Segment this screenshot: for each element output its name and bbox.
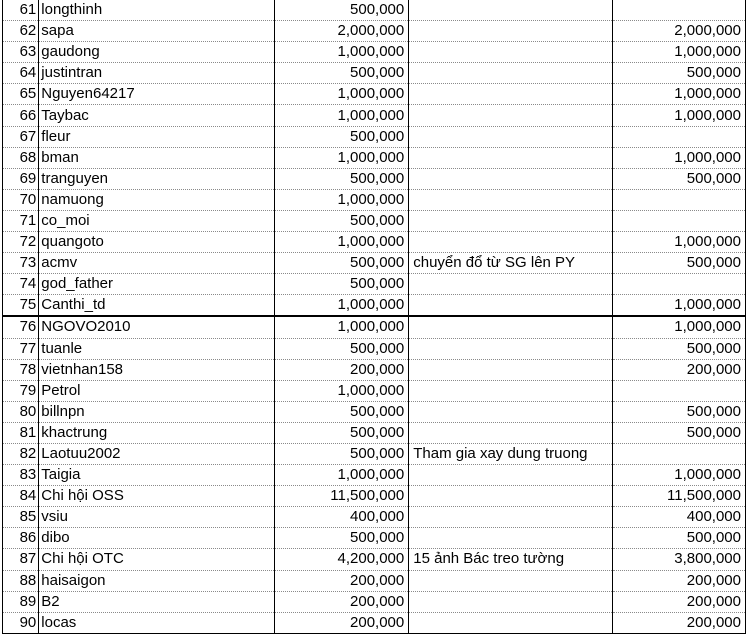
member-name-cell[interactable]: sapa — [39, 21, 275, 42]
note-cell[interactable]: chuyển đổ từ SG lên PY — [409, 253, 613, 274]
member-name-cell[interactable]: acmv — [39, 253, 275, 274]
table-row — [3, 295, 746, 317]
paid-amount-cell[interactable]: 1,000,000 — [612, 147, 745, 168]
member-name-cell[interactable]: Nguyen64217 — [39, 84, 275, 105]
row-number-cell[interactable]: 73 — [3, 253, 39, 274]
paid-amount-cell[interactable]: 500,000 — [612, 63, 745, 84]
row-number-cell[interactable]: 76 — [3, 316, 39, 338]
member-name-cell[interactable]: B2 — [39, 591, 275, 612]
member-name-cell[interactable]: vsiu — [39, 507, 275, 528]
row-number-cell[interactable]: 87 — [3, 549, 39, 570]
member-name-cell[interactable]: Chi hội OTC — [39, 549, 275, 570]
paid-amount-cell[interactable]: 200,000 — [612, 612, 745, 633]
row-number-cell[interactable]: 79 — [3, 380, 39, 401]
pledged-amount-cell[interactable]: 500,000 — [275, 443, 409, 464]
paid-amount-cell[interactable] — [612, 274, 745, 295]
pledged-amount-cell[interactable]: 1,000,000 — [275, 232, 409, 253]
note-cell[interactable] — [409, 528, 613, 549]
paid-amount-cell[interactable]: 2,000,000 — [612, 21, 745, 42]
row-number-cell[interactable]: 85 — [3, 507, 39, 528]
pledged-amount-cell[interactable]: 1,000,000 — [275, 42, 409, 63]
row-number-cell[interactable]: 78 — [3, 359, 39, 380]
table-row — [3, 21, 746, 42]
row-number-cell[interactable]: 63 — [3, 42, 39, 63]
pledged-amount-cell[interactable]: 200,000 — [275, 591, 409, 612]
table-row — [3, 232, 746, 253]
note-cell[interactable] — [409, 316, 613, 338]
paid-amount-cell[interactable]: 1,000,000 — [612, 316, 745, 338]
member-name-cell[interactable]: justintran — [39, 63, 275, 84]
table-row — [3, 338, 746, 359]
pledged-amount-cell[interactable]: 1,000,000 — [275, 380, 409, 401]
table-row — [3, 422, 746, 443]
note-cell[interactable] — [409, 63, 613, 84]
paid-amount-cell[interactable] — [612, 443, 745, 464]
table-row — [3, 316, 746, 338]
note-cell[interactable] — [409, 168, 613, 189]
pledged-amount-cell[interactable]: 11,500,000 — [275, 486, 409, 507]
note-cell[interactable] — [409, 465, 613, 486]
paid-amount-cell[interactable] — [612, 380, 745, 401]
member-name-cell[interactable]: haisaigon — [39, 570, 275, 591]
table-row — [3, 549, 746, 570]
note-cell[interactable] — [409, 359, 613, 380]
paid-amount-cell[interactable]: 1,000,000 — [612, 42, 745, 63]
note-cell[interactable] — [409, 507, 613, 528]
row-number-cell[interactable]: 75 — [3, 295, 39, 317]
row-number-cell[interactable]: 89 — [3, 591, 39, 612]
member-name-cell[interactable]: Petrol — [39, 380, 275, 401]
table-row — [3, 63, 746, 84]
row-number-cell[interactable]: 81 — [3, 422, 39, 443]
paid-amount-cell[interactable]: 500,000 — [612, 422, 745, 443]
note-cell[interactable] — [409, 612, 613, 633]
pledged-amount-cell[interactable]: 200,000 — [275, 570, 409, 591]
paid-amount-cell[interactable]: 1,000,000 — [612, 295, 745, 317]
member-name-cell[interactable]: quangoto — [39, 232, 275, 253]
member-name-cell[interactable]: bman — [39, 147, 275, 168]
pledged-amount-cell[interactable]: 1,000,000 — [275, 147, 409, 168]
row-number-cell[interactable]: 82 — [3, 443, 39, 464]
table-body — [3, 0, 746, 633]
note-cell[interactable] — [409, 147, 613, 168]
paid-amount-cell[interactable]: 500,000 — [612, 528, 745, 549]
pledged-amount-cell[interactable]: 500,000 — [275, 63, 409, 84]
note-cell[interactable] — [409, 486, 613, 507]
row-number-cell[interactable]: 74 — [3, 274, 39, 295]
member-name-cell[interactable]: namuong — [39, 189, 275, 210]
pledged-amount-cell[interactable]: 1,000,000 — [275, 295, 409, 317]
row-number-cell[interactable]: 67 — [3, 126, 39, 147]
pledged-amount-cell[interactable]: 1,000,000 — [275, 189, 409, 210]
pledged-amount-cell[interactable]: 1,000,000 — [275, 84, 409, 105]
table-row — [3, 147, 746, 168]
table-row — [3, 42, 746, 63]
row-number-cell[interactable]: 66 — [3, 105, 39, 126]
pledged-amount-cell[interactable]: 500,000 — [275, 0, 409, 21]
pledged-amount-cell[interactable]: 500,000 — [275, 210, 409, 231]
table-row — [3, 401, 746, 422]
table-row — [3, 507, 746, 528]
member-name-cell[interactable]: dibo — [39, 528, 275, 549]
member-name-cell[interactable]: god_father — [39, 274, 275, 295]
table-row — [3, 443, 746, 464]
note-cell[interactable] — [409, 42, 613, 63]
paid-amount-cell[interactable]: 500,000 — [612, 338, 745, 359]
paid-amount-cell[interactable]: 1,000,000 — [612, 465, 745, 486]
table-row — [3, 84, 746, 105]
note-cell[interactable] — [409, 105, 613, 126]
row-number-cell[interactable]: 72 — [3, 232, 39, 253]
note-cell[interactable] — [409, 591, 613, 612]
row-number-cell[interactable]: 84 — [3, 486, 39, 507]
note-cell[interactable] — [409, 295, 613, 317]
paid-amount-cell[interactable]: 400,000 — [612, 507, 745, 528]
table-row — [3, 528, 746, 549]
table-row — [3, 465, 746, 486]
pledged-amount-cell[interactable]: 500,000 — [275, 338, 409, 359]
paid-amount-cell[interactable]: 1,000,000 — [612, 105, 745, 126]
note-cell[interactable] — [409, 380, 613, 401]
member-name-cell[interactable]: Canthi_td — [39, 295, 275, 317]
contribution-table — [2, 0, 746, 634]
row-number-cell[interactable]: 77 — [3, 338, 39, 359]
pledged-amount-cell[interactable]: 200,000 — [275, 612, 409, 633]
row-number-cell[interactable]: 90 — [3, 612, 39, 633]
pledged-amount-cell[interactable]: 500,000 — [275, 401, 409, 422]
note-cell[interactable] — [409, 401, 613, 422]
row-number-cell[interactable]: 83 — [3, 465, 39, 486]
paid-amount-cell[interactable] — [612, 189, 745, 210]
note-cell[interactable]: Tham gia xay dung truong — [409, 443, 613, 464]
member-name-cell[interactable]: vietnhan158 — [39, 359, 275, 380]
note-cell[interactable] — [409, 422, 613, 443]
paid-amount-cell[interactable]: 200,000 — [612, 570, 745, 591]
table-row — [3, 210, 746, 231]
table-row — [3, 189, 746, 210]
row-number-cell[interactable]: 71 — [3, 210, 39, 231]
member-name-cell[interactable]: co_moi — [39, 210, 275, 231]
paid-amount-cell[interactable]: 3,800,000 — [612, 549, 745, 570]
note-cell[interactable] — [409, 0, 613, 21]
note-cell[interactable] — [409, 126, 613, 147]
note-cell[interactable] — [409, 232, 613, 253]
note-cell[interactable] — [409, 338, 613, 359]
member-name-cell[interactable]: gaudong — [39, 42, 275, 63]
member-name-cell[interactable]: Taybac — [39, 105, 275, 126]
pledged-amount-cell[interactable]: 2,000,000 — [275, 21, 409, 42]
member-name-cell[interactable]: tranguyen — [39, 168, 275, 189]
note-cell[interactable] — [409, 210, 613, 231]
row-number-cell[interactable]: 62 — [3, 21, 39, 42]
member-name-cell[interactable]: billnpn — [39, 401, 275, 422]
pledged-amount-cell[interactable]: 500,000 — [275, 422, 409, 443]
member-name-cell[interactable]: tuanle — [39, 338, 275, 359]
row-number-cell[interactable]: 69 — [3, 168, 39, 189]
pledged-amount-cell[interactable]: 1,000,000 — [275, 105, 409, 126]
pledged-amount-cell[interactable]: 1,000,000 — [275, 465, 409, 486]
pledged-amount-cell[interactable]: 500,000 — [275, 168, 409, 189]
note-cell[interactable] — [409, 189, 613, 210]
table-row — [3, 570, 746, 591]
table-row — [3, 105, 746, 126]
paid-amount-cell[interactable]: 200,000 — [612, 591, 745, 612]
note-cell[interactable] — [409, 84, 613, 105]
table-row — [3, 486, 746, 507]
pledged-amount-cell[interactable]: 500,000 — [275, 528, 409, 549]
paid-amount-cell[interactable]: 11,500,000 — [612, 486, 745, 507]
member-name-cell[interactable]: Chi hội OSS — [39, 486, 275, 507]
paid-amount-cell[interactable] — [612, 0, 745, 21]
table-row — [3, 168, 746, 189]
paid-amount-cell[interactable]: 500,000 — [612, 168, 745, 189]
paid-amount-cell[interactable]: 500,000 — [612, 253, 745, 274]
pledged-amount-cell[interactable]: 400,000 — [275, 507, 409, 528]
member-name-cell[interactable]: Taigia — [39, 465, 275, 486]
note-cell[interactable] — [409, 274, 613, 295]
paid-amount-cell[interactable]: 1,000,000 — [612, 232, 745, 253]
row-number-cell[interactable]: 86 — [3, 528, 39, 549]
member-name-cell[interactable]: khactrung — [39, 422, 275, 443]
pledged-amount-cell[interactable]: 200,000 — [275, 359, 409, 380]
row-number-cell[interactable]: 80 — [3, 401, 39, 422]
note-cell[interactable]: 15 ảnh Bác treo tường — [409, 549, 613, 570]
paid-amount-cell[interactable] — [612, 210, 745, 231]
table-row — [3, 253, 746, 274]
member-name-cell[interactable]: longthinh — [39, 0, 275, 21]
member-name-cell[interactable]: fleur — [39, 126, 275, 147]
paid-amount-cell[interactable]: 200,000 — [612, 359, 745, 380]
member-name-cell[interactable]: NGOVO2010 — [39, 316, 275, 338]
pledged-amount-cell[interactable]: 4,200,000 — [275, 549, 409, 570]
pledged-amount-cell[interactable]: 1,000,000 — [275, 316, 409, 338]
pledged-amount-cell[interactable]: 500,000 — [275, 126, 409, 147]
paid-amount-cell[interactable]: 500,000 — [612, 401, 745, 422]
pledged-amount-cell[interactable]: 500,000 — [275, 274, 409, 295]
note-cell[interactable] — [409, 570, 613, 591]
table-row — [3, 0, 746, 21]
member-name-cell[interactable]: Laotuu2002 — [39, 443, 275, 464]
note-cell[interactable] — [409, 21, 613, 42]
member-name-cell[interactable]: locas — [39, 612, 275, 633]
table-row — [3, 380, 746, 401]
pledged-amount-cell[interactable]: 500,000 — [275, 253, 409, 274]
row-number-cell[interactable]: 65 — [3, 84, 39, 105]
paid-amount-cell[interactable]: 1,000,000 — [612, 84, 745, 105]
paid-amount-cell[interactable] — [612, 126, 745, 147]
table-row — [3, 359, 746, 380]
table-row — [3, 591, 746, 612]
row-number-cell[interactable]: 61 — [3, 0, 39, 21]
table-row — [3, 612, 746, 633]
row-number-cell[interactable]: 68 — [3, 147, 39, 168]
row-number-cell[interactable]: 70 — [3, 189, 39, 210]
row-number-cell[interactable]: 64 — [3, 63, 39, 84]
table-row — [3, 274, 746, 295]
table-row — [3, 126, 746, 147]
row-number-cell[interactable]: 88 — [3, 570, 39, 591]
